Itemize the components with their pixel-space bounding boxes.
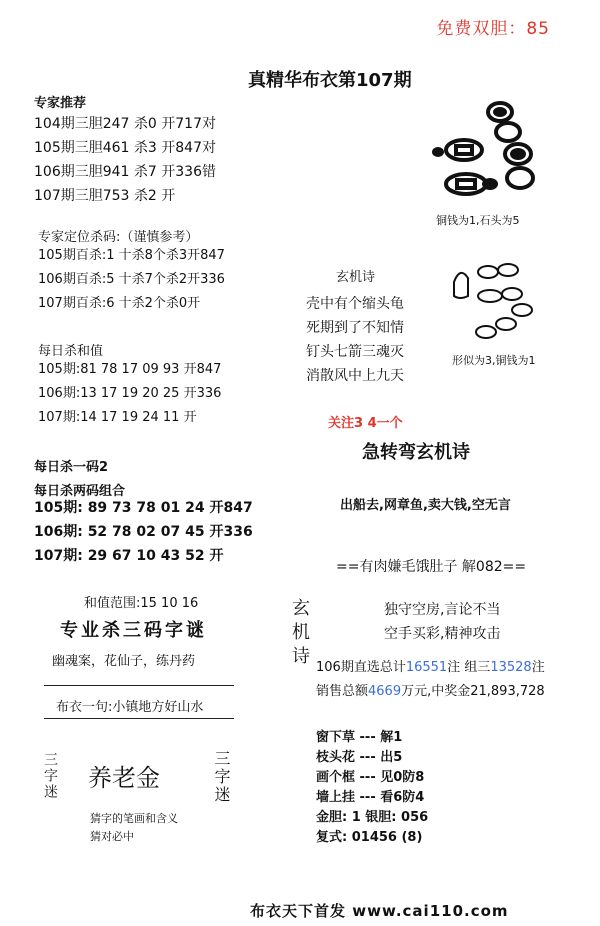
snake-caption: 形似为3,铜钱为1 bbox=[452, 354, 536, 367]
tip-row: 枝头花 --- 出5 bbox=[316, 750, 403, 765]
riddle-hint: 猜字的笔画和含义 bbox=[90, 812, 178, 825]
position-kill-list bbox=[38, 244, 225, 316]
brain-teaser-heading: 急转弯玄机诗 bbox=[362, 442, 470, 463]
tip-row: 画个框 --- 见0防8 bbox=[316, 770, 425, 785]
xuanji-lines bbox=[384, 598, 500, 646]
riddle-title: 专业杀三码字谜 bbox=[60, 620, 207, 641]
tip-row: 墙上挂 --- 看6防4 bbox=[316, 790, 425, 805]
xuanji-line: 独守空房,言论不当 bbox=[384, 602, 501, 618]
expert-row: 107期三胆753 杀2 开 bbox=[34, 188, 176, 204]
position-kill-row: 105期百杀:1 十杀8个杀3开847 bbox=[38, 248, 225, 263]
position-kill-row: 107期百杀:6 十杀2个杀0开 bbox=[38, 296, 201, 311]
brain-teaser-line: 出船去,网章鱼,卖大钱,空无言 bbox=[340, 498, 511, 513]
riddle-line: ==有肉嫌毛饿肚子 解082== bbox=[336, 559, 527, 575]
xuanji-side-label: 玄机诗 bbox=[289, 598, 310, 670]
poem-heading: 玄机诗 bbox=[336, 270, 376, 285]
stats-value: 4669 bbox=[368, 684, 402, 699]
expert-row: 104期三胆247 杀0 开717对 bbox=[34, 116, 216, 132]
coin-chain-illustration bbox=[446, 262, 546, 344]
riddle-side-label-right: 三字迷 bbox=[212, 750, 231, 804]
two-code-row: 107期: 29 67 10 43 52 开 bbox=[34, 548, 224, 564]
stats-label: 销售总额 bbox=[316, 684, 369, 699]
sum-value-row: 105期:81 78 17 09 93 开847 bbox=[38, 362, 222, 377]
page-title: 真精华布衣第107期 bbox=[248, 70, 412, 91]
poem-line: 死期到了不知情 bbox=[306, 320, 404, 336]
xuanji-line: 空手买彩,精神攻击 bbox=[384, 626, 501, 642]
coins-caption: 铜钱为1,石头为5 bbox=[436, 214, 520, 227]
expert-heading: 专家推荐 bbox=[34, 96, 87, 111]
two-code-heading: 每日杀两码组合 bbox=[34, 484, 126, 499]
divider bbox=[44, 685, 234, 686]
stats-line bbox=[316, 680, 545, 699]
sum-value-heading: 每日杀和值 bbox=[38, 344, 104, 359]
two-code-row: 105期: 89 73 78 01 24 开847 bbox=[34, 500, 253, 516]
tip-row: 复式: 01456 (8) bbox=[316, 830, 423, 845]
stats-label: 106期直选总计 bbox=[316, 660, 406, 675]
riddle-hint: 猜对必中 bbox=[90, 830, 134, 843]
stats-line bbox=[316, 656, 545, 675]
poem-lines bbox=[306, 292, 404, 388]
divider bbox=[44, 718, 234, 719]
poem-line: 钉头七箭三魂灭 bbox=[306, 344, 404, 360]
riddle-side-label-left: 三字迷 bbox=[42, 752, 58, 800]
free-pair-badge: 免费双胆：85 bbox=[436, 19, 550, 39]
stats-value: 16551 bbox=[405, 660, 448, 675]
sum-value-list bbox=[38, 358, 221, 430]
sum-range: 和值范围:15 10 16 bbox=[84, 596, 199, 611]
poem-line: 壳中有个缩头龟 bbox=[306, 296, 404, 312]
expert-list bbox=[34, 112, 216, 208]
sum-value-row: 107期:14 17 19 24 11 开 bbox=[38, 410, 197, 425]
poem-line: 消散风中上九天 bbox=[306, 368, 404, 384]
expert-row: 106期三胆941 杀7 开336错 bbox=[34, 164, 216, 180]
position-kill-heading: 专家定位杀码:（谨慎参考） bbox=[38, 230, 199, 245]
stats-value: 13528 bbox=[490, 660, 532, 675]
two-code-row: 106期: 52 78 02 07 45 开336 bbox=[34, 524, 253, 540]
focus-note: 关注3 4一个 bbox=[328, 416, 403, 431]
stats-label: 注 组三 bbox=[447, 660, 491, 675]
coins-stones-illustration bbox=[430, 98, 550, 206]
tip-row: 窗下草 --- 解1 bbox=[316, 730, 403, 745]
expert-row: 105期三胆461 杀3 开847对 bbox=[34, 140, 216, 156]
sum-value-row: 106期:13 17 19 20 25 开336 bbox=[38, 386, 222, 401]
tip-row: 金胆: 1 银胆: 056 bbox=[316, 810, 429, 825]
riddle-answer: 养老金 bbox=[88, 764, 160, 792]
stats-label: 万元,中奖金21,893,728 bbox=[401, 684, 545, 699]
kill-one-code: 每日杀一码2 bbox=[34, 460, 109, 475]
position-kill-row: 106期百杀:5 十杀7个杀2开336 bbox=[38, 272, 225, 287]
riddle-text: 幽魂案，花仙子，练丹药 bbox=[52, 654, 196, 669]
footer-site: 布衣天下首发 www.cai110.com bbox=[250, 902, 509, 920]
stats-label: 注 bbox=[531, 660, 545, 675]
tips-list bbox=[316, 728, 428, 848]
two-code-list bbox=[34, 496, 253, 568]
buyi-line: 布衣一句:小镇地方好山水 bbox=[56, 700, 204, 715]
